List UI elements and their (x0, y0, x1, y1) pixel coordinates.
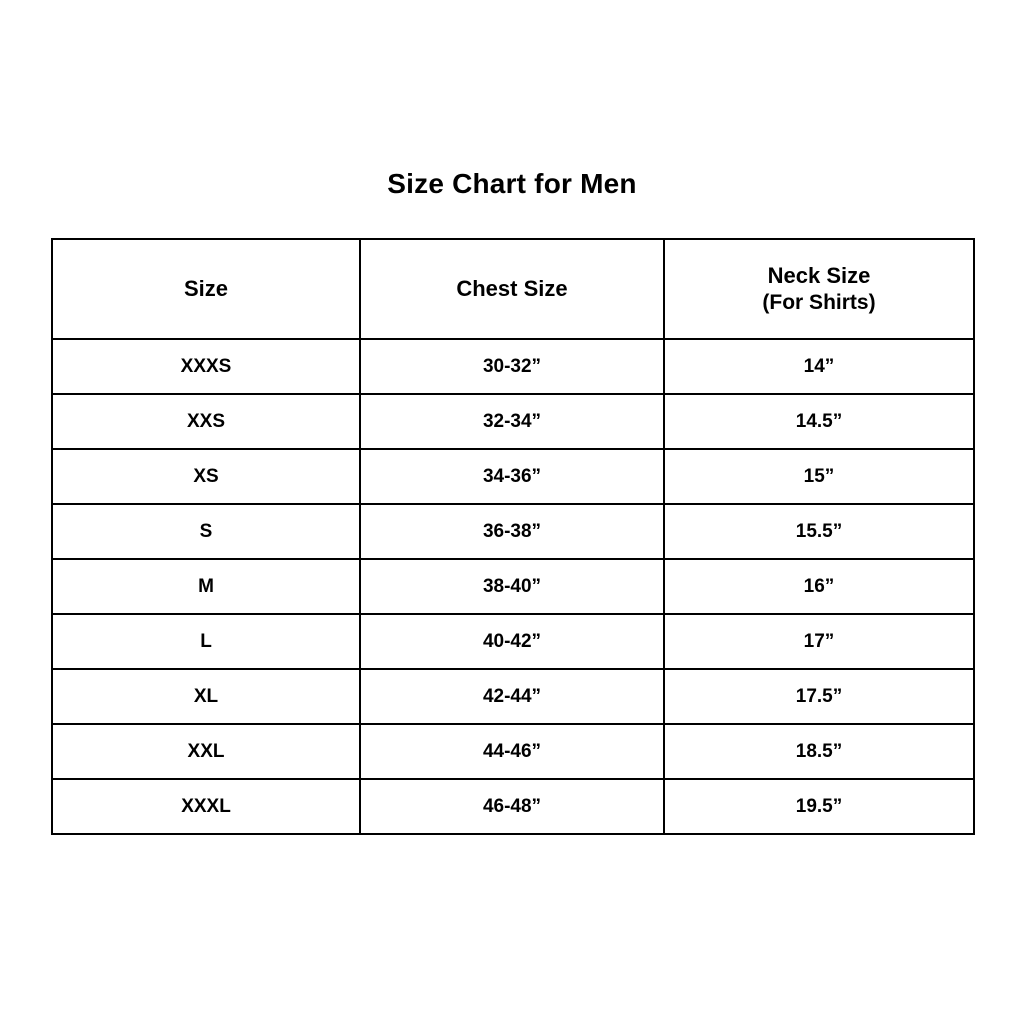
cell-neck: 17” (664, 614, 974, 669)
column-header-chest-size (360, 239, 664, 339)
table-row (52, 614, 974, 669)
cell-neck: 18.5” (664, 724, 974, 779)
cell-chest: 32-34” (360, 394, 664, 449)
column-header-size-label: Size (183, 276, 229, 302)
column-header-neck-size-sublabel: (For Shirts) (762, 290, 876, 314)
cell-size: XXXS (52, 339, 360, 394)
size-chart-table (51, 238, 975, 835)
cell-chest: 34-36” (360, 449, 664, 504)
cell-chest: 30-32” (360, 339, 664, 394)
table-row (52, 779, 974, 834)
cell-size: M (52, 559, 360, 614)
table-row (52, 339, 974, 394)
cell-size: XXL (52, 724, 360, 779)
table-header (52, 239, 974, 339)
table-row (52, 394, 974, 449)
cell-size: XL (52, 669, 360, 724)
cell-chest: 42-44” (360, 669, 664, 724)
cell-size: XXXL (52, 779, 360, 834)
cell-size: XXS (52, 394, 360, 449)
table-row (52, 504, 974, 559)
column-header-neck-size (664, 239, 974, 339)
column-header-size (52, 239, 360, 339)
cell-neck: 14.5” (664, 394, 974, 449)
page-title: Size Chart for Men (387, 168, 637, 199)
cell-size: XS (52, 449, 360, 504)
cell-neck: 19.5” (664, 779, 974, 834)
table-row (52, 559, 974, 614)
table-row (52, 724, 974, 779)
cell-size: S (52, 504, 360, 559)
size-chart-table-container (51, 238, 973, 835)
cell-neck: 16” (664, 559, 974, 614)
cell-neck: 17.5” (664, 669, 974, 724)
cell-chest: 40-42” (360, 614, 664, 669)
table-row (52, 449, 974, 504)
table-body (52, 339, 974, 834)
cell-neck: 15.5” (664, 504, 974, 559)
cell-chest: 46-48” (360, 779, 664, 834)
column-header-neck-size-label: Neck Size (767, 263, 871, 289)
cell-chest: 38-40” (360, 559, 664, 614)
column-header-chest-size-label: Chest Size (456, 276, 568, 302)
cell-chest: 44-46” (360, 724, 664, 779)
table-row (52, 669, 974, 724)
cell-neck: 15” (664, 449, 974, 504)
cell-neck: 14” (664, 339, 974, 394)
cell-size: L (52, 614, 360, 669)
table-header-row (52, 239, 974, 339)
cell-chest: 36-38” (360, 504, 664, 559)
